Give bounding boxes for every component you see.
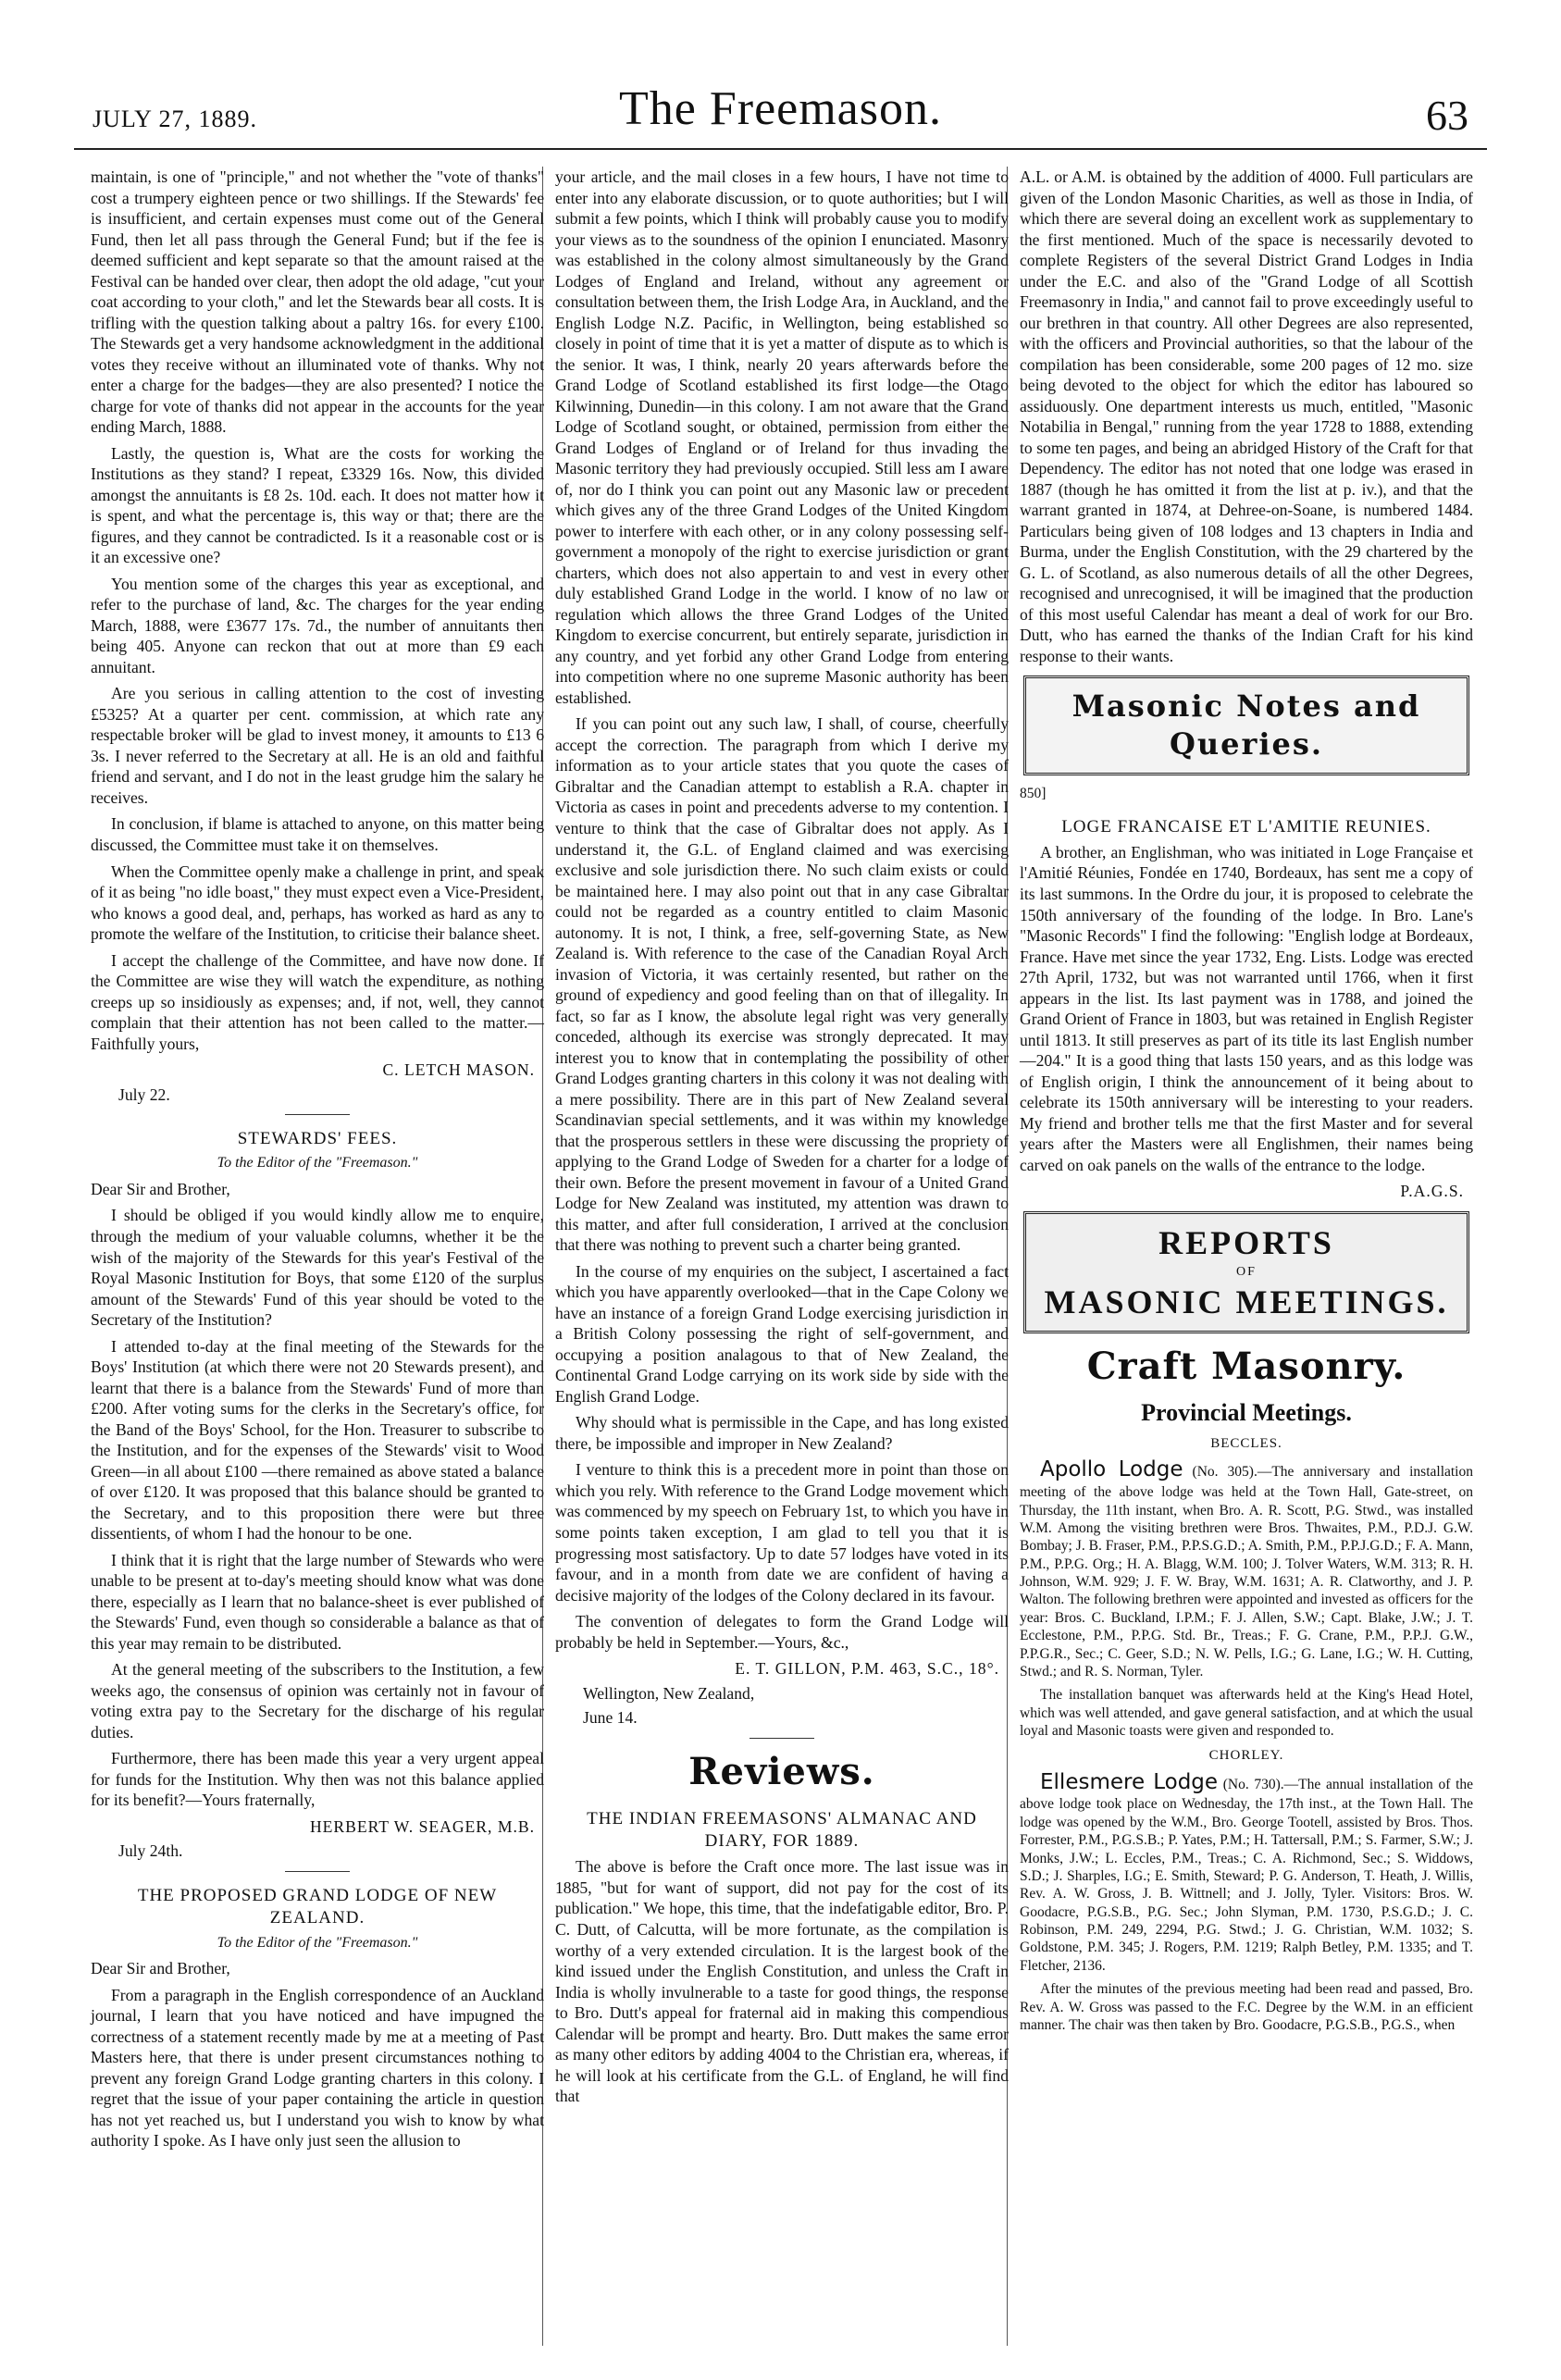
place-heading: BECCLES. [1210,1436,1282,1452]
issue-date: JULY 27, 1889. [93,105,257,132]
paragraph: Lastly, the question is, What are the costs for working the Institutions as they stand? I repeat, £3329 16s. Now, this divided amongst the annuitants is £8 2s. 10d. each. It does not matter how it is spent, and what the percentage is, this way or that; there are the figures, and they cannot be contradicted. Is it a reasonable cost or is it an excessive one? [91,443,544,567]
paragraph: Are you serious in calling attention to the cost of investing £5325? At a quarter per cent. commission, at which rate any respectable broker will be glad to invest money, it amounts to £13 6 3s. I never referred to the Secretary at all. He is an old and faithful friend and servant, and I do not in the least grudge him the salary he receives. [91,684,544,807]
banner-title: REPORTS [1158,1223,1334,1261]
query-number: 850] [1020,786,1047,802]
paragraph: When the Committee openly make a challenge in print, and speak of it as being "no idle boast," they must expect even a Vice-President, who knows a good deal, and, perhaps, has worked as hard as any to promote the welfare of the Institution, to criticise their balance sheet. [91,862,544,944]
column-2 [555,167,1009,2113]
banner-title: Masonic Notes and Queries. [1072,688,1421,762]
paragraph: After the minutes of the previous meeting had been read and passed, Bro. Rev. A. W. Gross was passed to the F.C. Degree by the W.M. in an efficient manner. The chair was then taken by Bro. Goodacre, P.G.S.B., P.G.S., when [1020,1981,1473,2033]
place-heading: CHORLEY. [1208,1748,1284,1764]
letter-place: Wellington, New Zealand, [583,1683,755,1703]
paragraph: I venture to think this is a precedent more in point than those on which you rely. With reference to the Grand Lodge movement which was commenced by my speech on February 1st, to which you have in some points taken exception, I am glad to tell you that it is progressing most satisfactory. Up to date 57 lodges have voted in its favour, and in a month from date we are confident of having a decisive majority of the lodges of the Colony declared in its favour. [555,1460,1009,1605]
section-divider [285,1871,350,1872]
paragraph: You mention some of the charges this year as exceptional, and refer to the purchase of land, &c. The charges for the year ending March, 1888, were £3677 17s. 7d., the number of annuitants then being 405. Anyone can reckon that out at more than £9 each annuitant. [91,574,544,676]
paragraph: The above is before the Craft once more. The last issue was in 1885, "but for want of support, did not pay for the cost of its publication." We hope, this time, that the indefatigable editor, Bro. P. C. Dutt, of Calcutta, will be more fortunate, as the compilation is worthy of a very extended circulation. It is the largest book of the kind issued under the English Constitution, and unless the Craft in India is wholly invulnerable to a taste for good things, the response to Bro. Dutt's appeal for fraternal aid in making this compendious Calendar will be prompt and hearty. Bro. Dutt makes the same error as many other editors by adding 4004 to the Christian era, whereas, if he will look at his certificate from the G.L. of England, he will find that [555,1857,1009,2106]
banner-of: OF [1236,1264,1257,1279]
letter-date: July 24th. [118,1841,183,1861]
paragraph: From a paragraph in the English correspondence of an Auckland journal, I learn that you have noticed and have impugned the correctness of a statement recently made by me at a meeting of Past Masters here, that there is under present circumstances nothing to prevent any foreign Grand Lodge granting charters in this colony. I regret that the issue of your paper containing the article in question has not yet reached us, but I understand you wish to know by what authority I spoke. As I have only just seen the allusion to [91,1985,544,2151]
paragraph: I should be obliged if you would kindly allow me to enquire, through the medium of your valuable columns, whether it be the wish of the majority of the Stewards for this year's Festival of the Royal Masonic Institution for Boys, that some £120 of the surplus amount of the Stewards' Fund of this year should be voted to the Secretary of the Institution? [91,1206,544,1330]
report-text: —The anniversary and installation meeting of the above lodge was held at the Town Hall, Gate-street, on Thursday, the 11th instant, when Bro. A. R. Scott, P.G. Stwd., was installed W.M. Among the visiting brethren were Bros. Thwaites, P.M., P.D.J. G.W. Bombay; J. B. Fraser, P.M., P.P.S.G.D.; A. Smith, P.M., P.P.J.G.D.; F. A. Mann, P.M., P.P.G. Org.; H. A. Blagg, W.M. 100; J. Tolver Waters, W.M. 313; R. H. Johnson, W.M. 929; J. F. W. Bray, W.M. 1631; A. R. Clatworthy, and J. P. Walton. The following brethren were appointed and invested as officers for the year: Bros. C. Buckland, I.P.M.; F. J. Allen, S.W.; Capt. Blake, J.W.; J. T. Ecclestone, P.M., P.P.G. Std. Br., Treas.; F. G. Crane, P.M., P.P.J. G.W., P.P.G.R., Sec.; C. Geer, S.D.; N. W. Pells, I.G.; G. Lane, I.G.; W. H. Cutting, Stwd.; and R. S. Norman, Tyler. [1020,1464,1473,1680]
paragraph: A brother, an Englishman, who was initiated in Loge Française et l'Amitié Réunies, Fondée en 1740, Bordeaux, has sent me a copy of its last summons. In the Ordre du jour, it is proposed to celebrate the 150th anniversary of the founding of the lodge. In Bro. Lane's "Masonic Records" I find the following: "English lodge at Bordeaux, France. Have met since the year 1732, Eng. Lists. Lodge was erected 27th April, 1732, but was not warranted until 1766, when it first appears in the list. Its last payment was in 1788, and joined the Grand Orient of France in 1803, but was retained in English Register until 1813. It still preserves as part of its title its last English number—204." It is a good thing that lasts 150 years, and as this lodge was of English origin, I think the announcement of it being about to celebrate its 150th anniversary will be interesting to your readers. My friend and brother tells me that the first Master and for several years after the Masters were all Englishmen, their names being carved on oak panels on the walls of the entrance to the lodge. [1020,842,1473,1174]
signature: HERBERT W. SEAGER, M.B. [309,1816,535,1836]
paragraph: I accept the challenge of the Committee, and have now done. If the Committee are wise they will watch the expenditure, as nothing creeps up so insidiously as expenses; and, if not, well, they cannot complain that their attention has not been called to the matter.— Faithfully yours, [91,950,544,1053]
column-1 [91,167,544,2157]
paragraph: I attended to-day at the final meeting of the Stewards for the Boys' Institution (at which there were not 20 Stewards present), and learnt that there is a balance from the Stewards' Fund of more than £200. After voting sums for the clerks in the Secretary's office, for the Band of the Boys' School, for the Hon. Treasurer to subscribe to the Institution, and for the expenses of the Stewards' visit to Wood Green—in all about £100 —there remained as above stated a balance of over £120. It was proposed that this balance should be granted to the Secretary, and to this proposition there were but three dissentients, of whom I had the honour to be one. [91,1336,544,1543]
lodge-name: Apollo Lodge [1040,1457,1183,1482]
publication-title: The Freemason. [618,82,942,135]
paragraph: A.L. or A.M. is obtained by the addition of 4000. Full particulars are given of the London Masonic Charities, as well as those in India, of which there are several doing an excellent work as supplementary to the first mentioned. Much of the space is necessarily devoted to complete Registers of the several District Grand Lodges in India under the E.C. and also of the "Grand Lodge of all Scottish Freemasonry in India," and cannot fail to prove exceedingly useful to our brethren in that country. All other Degrees are also represented, with the officers and Provincial authorities, so that the labour of the compilation has been considerable, some 200 pages of 12 mo. size being devoted to the object for which the editor has laboured so assiduously. One department interests us much, entitled, "Masonic Notabilia in Bengal," running from the year 1728 to 1888, extending to some ten pages, and being an abridged History of the Craft for that Dependency. The editor has not noted that one lodge was erased in 1887 (though he has omitted it from the list at p. iv.), and that the warrant granted in 1874, at Dehree-on-Soane, is numbered 1484. Particulars being given of 108 lodges and 13 chapters in India and Burma, under the English Constitution, with the 29 chartered by the G. L. of Scotland, as also numerous details of all the other Degrees, recognised and unrecognised, it will be imagined that the production of this most useful Calendar has meant a deal of work for our Bro. Dutt, who has earned the thanks of the Indian Craft for his kind response to their wants. [1020,167,1473,665]
article-subheading: To the Editor of the "Freemason." [217,1155,418,1171]
signature: E. T. GILLON, P.M. 463, S.C., 18°. [735,1659,999,1679]
section-heading: Craft Masonry. [1086,1344,1406,1388]
page-number: 63 [1426,92,1468,139]
report-text: —The annual installation of the above lodge took place on Wednesday, the 17th inst., at the Town Hall. The lodge was opened by the W.M., Bro. George Tootell, assisted by Bros. Thos. Forrester, P.M., P.G.S.B.; P. Yates, P.M.; H. Tattersall, P.M.; S. Farmer, S.W.; J. Monks, J.W.; L. Eccles, P.M., Treas.; C. A. Richmond, Sec.; S. Widdows, S.D.; J. Sharples, I.G.; E. Smith, Steward; P. G. Anderson, T. Heath, J. Willis, Rev. A. W. Gross, J. B. Wittnell; and J. Jolly, Tyler. Visitors: Bros. W. Goodacre, P.G.S.B., P.G. Sec.; John Slyman, P.M. 1730, P.S.G.D.; J. C. Robinson, P.M. 249, 2294, P.G. Stwd.; J. G. Christian, W.M. 1032; S. Goldstone, P.M. 345; J. Rogers, P.M. 1219; Ralph Betley, P.M. 1335; and T. Fletcher, 2136. [1020,1776,1473,1974]
newspaper-page [74,37,1487,2350]
article-heading: THE PROPOSED GRAND LODGE OF NEW ZEALAND. [137,1885,498,1928]
paragraph: your article, and the mail closes in a few hours, I have not time to enter into any elaborate discussion, or to quote authorities; but I will submit a few points, which I think will probably cause you to modify your views as to the soundness of the opinion I enunciated. Masonry was established in the colony almost simultaneously by the Grand Lodges of England and Ireland, without any agreement or consultation between them, the Irish Lodge Ara, in Auckland, and the English Lodge N.Z. Pacific, in Wellington, being established so closely in point of time that it is yet a matter of dispute as to which is the senior. It was, I think, nearly 20 years afterwards before the Grand Lodge of Scotland established its first lodge—the Otago Kilwinning, Dunedin—in this colony. I am not aware that the Grand Lodge of Scotland sought, or obtained, permission from either the Grand Lodges of England or of Ireland for thus invading the Masonic territory they had previously occupied. Still less am I aware of, nor do I think you can point out any Masonic law or precedent which gives any of the three Grand Lodges of the United Kingdom power to interfere with each other, or in any colony possessing self-government a monopoly of the right to exercise jurisdiction or grant charters, which does not also appertain to and vest in every other duly established Grand Lodge in the world. I know of no law or regulation which allows the three Grand Lodges of the United Kingdom to exercise concurrent, but entirely separate, jurisdiction in any country, and yet forbid any other Grand Lodge from entering into competition where no one supreme Masonic authority has been established. [555,167,1009,707]
paragraph: In the course of my enquiries on the subject, I ascertained a fact which you have apparently overlooked—that in the Cape Colony we have an instance of a foreign Grand Lodge exercising jurisdiction in a British Colony possessing the right of self-government, and occupying a position analagous to that of New Zealand, the Continental Grand Lodge carrying on its work side by side with the English Grand Lodge. [555,1261,1009,1406]
lodge-number: (No. 305). [1192,1464,1257,1481]
article-subheading: To the Editor of the "Freemason." [217,1934,418,1951]
paragraph: I think that it is right that the large number of Stewards who were unable to be present at to-day's meeting should know what was done there, especially as I learn that no balance-sheet is ever published of the Stewards' Fund, even though so considerable a balance as that of this year may remain to be distributed. [91,1550,544,1653]
paragraph: In conclusion, if blame is attached to anyone, on this matter being discussed, the Committee must take it on themselves. [91,814,544,854]
banner-subtitle: MASONIC MEETINGS. [1044,1283,1449,1320]
section-divider [750,1738,814,1739]
lodge-report [1020,1457,1473,1680]
notes-and-queries-banner [1023,676,1469,775]
paragraph: Why should what is permissible in the Cape, and has long existed there, be impossible and improper in New Zealand? [555,1413,1009,1453]
article-heading: LOGE FRANCAISE ET L'AMITIE REUNIES. [1061,816,1431,837]
reports-banner [1023,1211,1469,1333]
signature: C. LETCH MASON. [382,1060,535,1080]
salutation: Dear Sir and Brother, [91,1959,230,1978]
letter-date: July 22. [118,1085,170,1104]
article-heading: THE INDIAN FREEMASONS' ALMANAC AND DIARY, FOR 1889. [587,1808,977,1852]
section-subheading: Provincial Meetings. [1141,1398,1352,1426]
masthead [74,65,1487,148]
paragraph: Furthermore, there has been made this year a very urgent appeal for funds for the Institution. Why then was not this balance applied for its benefit?—Yours fraternally, [91,1749,544,1810]
section-divider [285,1114,350,1115]
lodge-name: Ellesmere Lodge [1040,1769,1219,1794]
column-3 [1020,167,1473,2039]
lodge-report [1020,1769,1473,1976]
paragraph: At the general meeting of the subscribers to the Institution, a few weeks ago, the consensus of opinion was certainly not in favour of voting extra pay to the Secretary for the discharge of his regular duties. [91,1660,544,1742]
letter-date: June 14. [583,1708,638,1728]
paragraph: The installation banquet was afterwards held at the King's Head Hotel, which was well attended, and gave general satisfaction, and at which the usual loyal and Masonic toasts were given and responded to. [1020,1687,1473,1740]
salutation: Dear Sir and Brother, [91,1179,230,1198]
article-heading: STEWARDS' FEES. [237,1129,398,1149]
signature: P.A.G.S. [1400,1182,1464,1201]
masthead-rule [74,148,1487,150]
reviews-heading: Reviews. [688,1749,875,1793]
lodge-number: (No. 730). [1222,1776,1284,1792]
paragraph: The convention of delegates to form the Grand Lodge will probably be held in September.—Yours, &c., [555,1612,1009,1652]
paragraph: If you can point out any such law, I shall, of course, cheerfully accept the correction. The paragraph from which I derive my information as to your article states that you quote the cases of Gibraltar and the Canadian attempt to establish a R.A. chapter in Victoria as cases in point and precedents adverse to my contention. I venture to think that the case of Gibraltar does not apply. As I understand it, the G.L. of England claimed and was exercising exclusive and sole jurisdiction there. No such claim exists or could be maintained here. I may also point out that in any case Gibraltar could not be regarded as a country entitled to claim Masonic autonomy. It is not, I think, a free, self-governing State, as New Zealand is. With reference to the case of the Canadian Royal Arch invasion of Victoria, it was certainly resented, but rather on the ground of expediency and good feeling than on that of illegality. In fact, so far as I know, the absolute legal right was very generally conceded, although its exercise was strongly deprecated. It may interest you to know that in contemplating the possibility of other Grand Lodges granting charters in this colony it was not dealing with a mere possibility. There are in this part of New Zealand several Scandinavian special settlements, and it was within my knowledge that the prosperous settlers in these were discussing the propriety of applying to the Grand Lodge of Sweden for a charter for a lodge of their own. Before the present movement in favour of a United Grand Lodge for New Zealand was instituted, my attention was drawn to this matter, and after full consideration, I arrived at the conclusion that there was nothing to prevent such a charter being granted. [555,714,1009,1255]
paragraph: maintain, is one of "principle," and not whether the "vote of thanks" cost a trumpery eighteen pence or two shillings. If the Stewards' fee is insufficient, and certain expenses must come out of the General Fund, then let all pass through the General Fund; but if the fee is deemed sufficient and kept separate so that the amount raised at the Festival can be handed over clear, then adopt the old adage, "cut your coat according to your cloth," and let the Stewards bear all costs. It is trifling with the question talking about a paltry 16s. for every £100. The Stewards get a very handsome acknowledgment in the additional votes they receive without an illuminated vote of thanks. Why not enter a charge for the badges—they are also presented? I notice the charge for vote of thanks did not appear in the accounts for the year ending March, 1888. [91,167,544,437]
